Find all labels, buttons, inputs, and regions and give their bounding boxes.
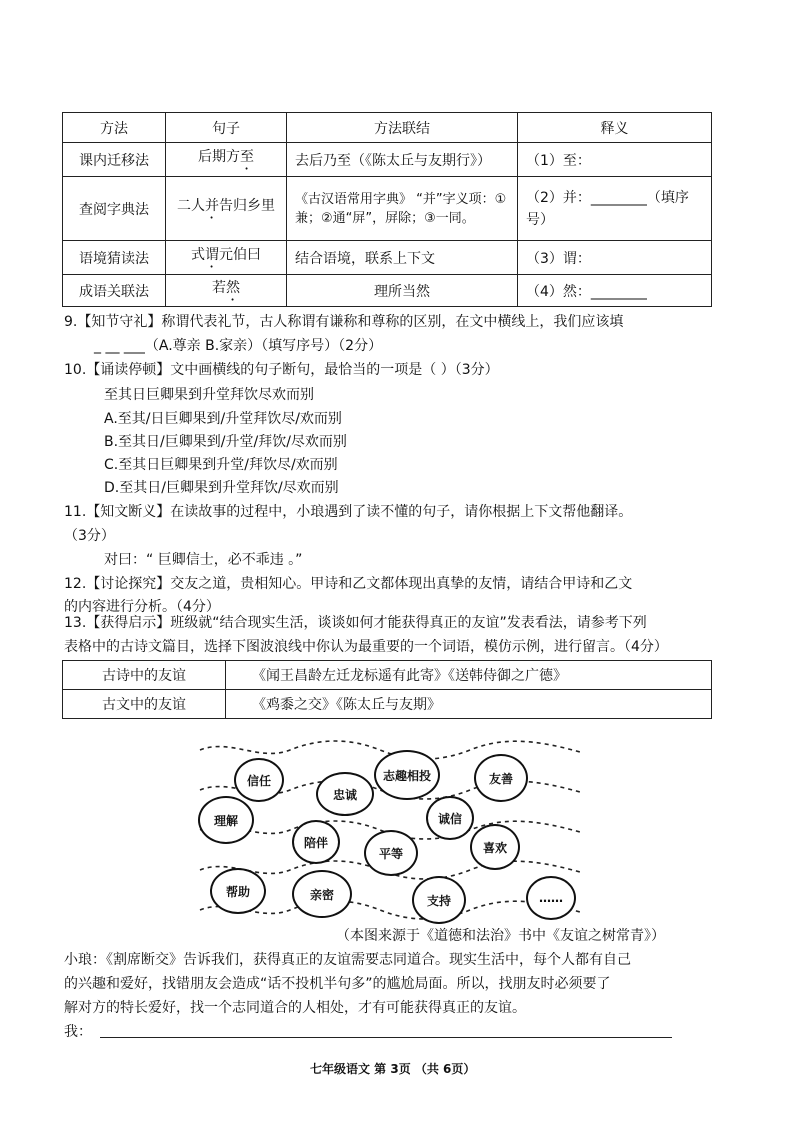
q11-line1: 11.【知文断义】在读故事的过程中，小琅遇到了读不懂的句子，请你根据上下文帮他翻译。: [64, 504, 633, 520]
q13-line2: 表格中的古诗文篇目，选择下图波浪线中你认为最重要的一个词语，模仿示例，进行留言。（4分）: [64, 639, 668, 655]
dotted-char: 并: [205, 198, 219, 214]
method-cell: 语境猜读法: [63, 241, 166, 275]
dotted-char: 然: [226, 280, 240, 296]
sentence-cell: 若然: [166, 275, 287, 307]
sentence-cell: 二人并告归乡里: [166, 177, 287, 241]
prose-label: 古文中的友谊: [63, 690, 226, 719]
prose-works: 《鸡黍之交》《陈太丘与友期》: [226, 690, 712, 719]
bubble-honesty: 诚信: [426, 796, 474, 840]
q10-stem: 10.【诵读停顿】文中画横线的句子断句，最恰当的一项是（ ）（3分）: [64, 362, 499, 378]
sentence-cell: 后期方至: [166, 143, 287, 177]
table-row: [63, 241, 712, 275]
bubble-liking: 喜欢: [470, 824, 520, 870]
meaning-cell: （1）至：: [518, 143, 712, 177]
bubble-equality: 平等: [364, 830, 418, 876]
friendship-table: [62, 660, 712, 719]
q13-line1: 13.【获得启示】班级就“结合现实生活，谈谈如何才能获得真正的友谊”发表看法，请参考下列: [64, 615, 647, 631]
q12-line2: 的内容进行分析。（4分）: [64, 599, 220, 615]
table-row: [63, 690, 712, 719]
sentence-cell: 式谓元伯曰: [166, 241, 287, 275]
bubble-understanding: 理解: [198, 796, 254, 844]
bubble-help: 帮助: [210, 868, 266, 914]
page-footer: 七年级语文 第 3页 （共 6页）: [310, 1062, 476, 1076]
table-header-row: [63, 113, 712, 143]
bubble-closeness: 亲密: [292, 870, 352, 918]
meaning-cell: （4）然：________: [518, 275, 712, 307]
header-meaning: 释义: [518, 113, 712, 143]
q12-line1: 12.【讨论探究】交友之道，贵相知心。甲诗和乙文都体现出真挚的友情，请结合甲诗和乙文: [64, 576, 633, 592]
q9-line2: _ __ ___（A.尊亲 B.家亲）（填写序号）（2分）: [94, 338, 383, 354]
bubble-loyalty: 忠诚: [316, 772, 374, 816]
poem-works: 《闻王昌龄左迁龙标遥有此寄》《送韩侍御之广德》: [226, 661, 712, 690]
link-cell: 《古汉语常用字典》 “并”字义项：①兼；②通“屏”，屏除；③一同。: [287, 177, 518, 241]
table-row: [63, 661, 712, 690]
table-row: [63, 177, 712, 241]
bubble-like-minded: 志趣相投: [374, 750, 440, 800]
bubble-support: 支持: [412, 876, 466, 924]
header-method: 方法: [63, 113, 166, 143]
q10-option-d: D.至其日/巨卿果到升堂拜饮/尽欢而别: [104, 480, 339, 496]
meaning-cell: （2）并：________（填序号）: [518, 177, 712, 241]
answer-label: 我：: [64, 1024, 92, 1040]
bubble-companionship: 陪伴: [292, 820, 340, 864]
example-line1: 小琅：《割席断交》告诉我们，获得真正的友谊需要志同道合。现实生活中，每个人都有自己: [64, 952, 631, 968]
link-cell: 结合语境，联系上下文: [287, 241, 518, 275]
header-link: 方法联结: [287, 113, 518, 143]
dotted-char: 至: [240, 149, 254, 165]
bubble-kindness: 友善: [474, 754, 528, 802]
answer-line[interactable]: [100, 1037, 672, 1038]
figure-caption: （本图来源于《道德和法治》书中《友谊之树常青》）: [336, 928, 665, 944]
q11-line2: （3分）: [64, 528, 115, 544]
poem-label: 古诗中的友谊: [63, 661, 226, 690]
dotted-char: 谓: [205, 247, 219, 263]
q10-option-a: A.至其/日巨卿果到/升堂拜饮尽/欢而别: [104, 411, 342, 427]
q11-quote: 对曰：“ 巨卿信士，必不乖违 。”: [104, 552, 303, 568]
method-cell: 查阅字典法: [63, 177, 166, 241]
q10-option-b: B.至其日/巨卿果到/升堂/拜饮/尽欢而别: [104, 434, 347, 450]
example-line2: 的兴趣和爱好，找错朋友会造成“话不投机半句多”的尴尬局面。所以，找朋友时必须要了: [64, 976, 611, 992]
link-cell: 去后乃至（《陈太丘与友期行》）: [287, 143, 518, 177]
meaning-cell: （3）谓：: [518, 241, 712, 275]
method-table: [62, 112, 712, 307]
q10-sentence: 至其日巨卿果到升堂拜饮尽欢而别: [104, 387, 314, 403]
link-cell: 理所当然: [287, 275, 518, 307]
header-sentence: 句子: [166, 113, 287, 143]
q9-line1: 9.【知节守礼】称谓代表礼节，古人称谓有谦称和尊称的区别，在文中横线上，我们应该填: [64, 314, 624, 330]
bubble-ellipsis: ……: [526, 876, 576, 920]
q10-option-c: C.至其日巨卿果到升堂/拜饮尽/欢而别: [104, 457, 338, 473]
method-cell: 课内迁移法: [63, 143, 166, 177]
bubble-trust: 信任: [234, 758, 284, 802]
example-line3: 解对方的特长爱好，找一个志同道合的人相处，才有可能获得真正的友谊。: [64, 1000, 526, 1016]
table-row: [63, 275, 712, 307]
method-cell: 成语关联法: [63, 275, 166, 307]
table-row: [63, 143, 712, 177]
